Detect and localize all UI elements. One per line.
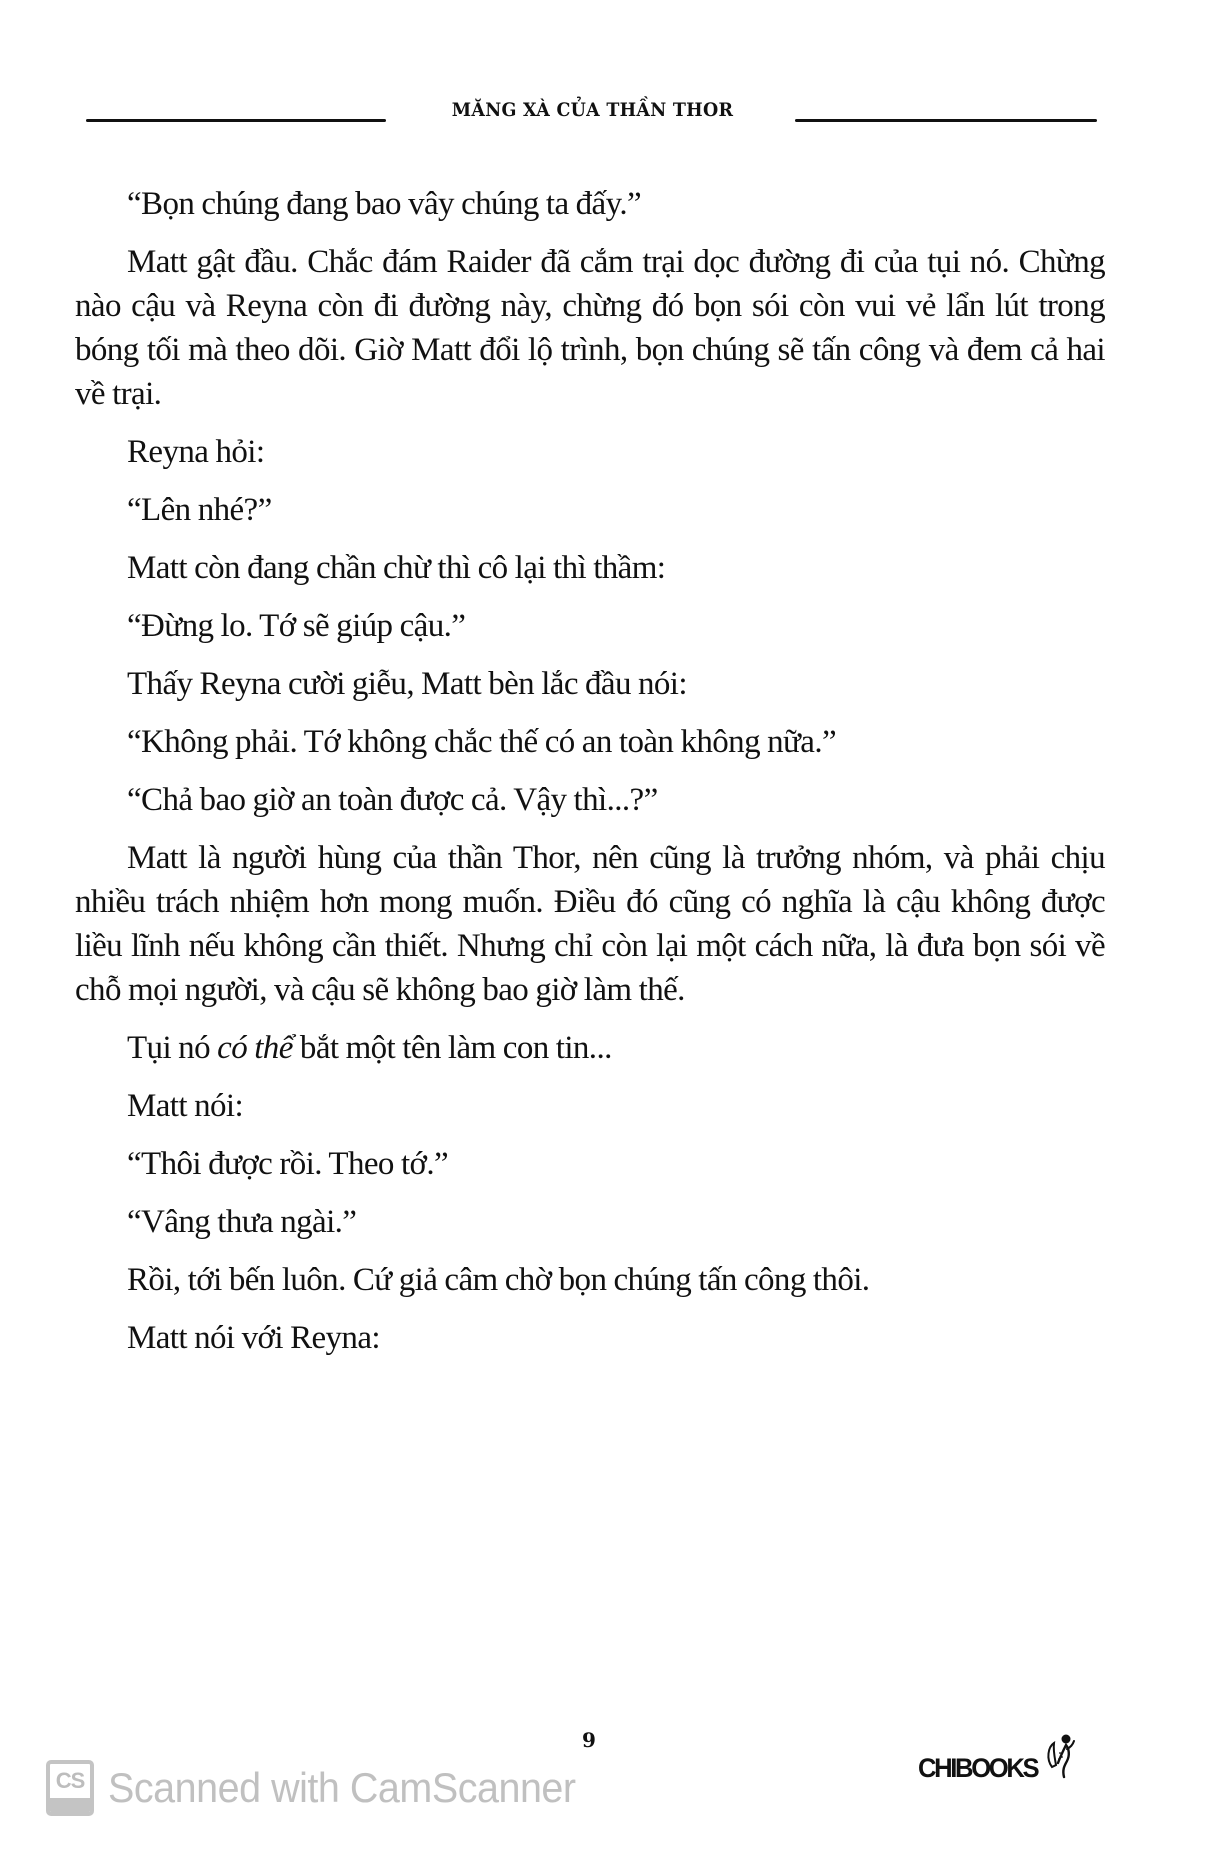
fairy-logo-icon — [1042, 1733, 1076, 1783]
publisher-name: CHIBOOKS — [918, 1753, 1038, 1783]
camscanner-watermark — [46, 1760, 605, 1816]
paragraph: “Đừng lo. Tớ sẽ giúp cậu.” — [127, 608, 466, 644]
paragraph: Thấy Reyna cười giễu, Matt bèn lắc đầu nói: — [127, 666, 687, 702]
paragraph: Matt còn đang chần chừ thì cô lại thì thầm: — [127, 550, 666, 586]
camscanner-badge-text: CS — [55, 1768, 85, 1793]
paragraph: Reyna hỏi: — [127, 434, 265, 470]
text-segment: bắt một tên làm con tin... — [292, 1030, 612, 1066]
paragraph: “Chả bao giờ an toàn được cả. Vậy thì...?” — [127, 782, 658, 818]
text-segment: Tụi nó — [127, 1030, 218, 1066]
header-rule-right — [795, 119, 1097, 122]
paragraph: Matt gật đầu. Chắc đám Raider đã cắm trại dọc đường đi của tụi nó. Chừng nào cậu và Reyna còn đi đường này, chừng đó bọn sói còn vui vẻ lẩn lút trong bóng tối mà theo dõi. Giờ Matt đổi lộ trình, bọn chúng sẽ tấn công và đem cả hai về trại. — [75, 244, 1105, 412]
running-head — [0, 97, 1216, 133]
paragraph: Matt nói: — [127, 1088, 244, 1124]
paragraph-with-emphasis — [75, 1026, 1105, 1070]
paragraph: “Vâng thưa ngài.” — [127, 1204, 357, 1240]
paragraph: Matt nói với Reyna: — [127, 1320, 380, 1356]
page-body — [75, 182, 1105, 1374]
emphasis-text: có thể — [217, 1030, 293, 1066]
paragraph: “Lên nhé?” — [127, 492, 272, 528]
publisher-logo — [918, 1733, 1076, 1783]
paragraph: Matt là người hùng của thần Thor, nên cũng là trưởng nhóm, và phải chịu nhiều trách nhiệm hơn mong muốn. Điều đó cũng có nghĩa là cậu không được liều lĩnh nếu không cần thiết. Nhưng chỉ còn lại một cách nữa, là đưa bọn sói về chỗ mọi người, và cậu sẽ không bao giờ làm thế. — [75, 840, 1105, 1008]
book-title: MĂNG XÀ CỦA THẦN THOR — [451, 99, 734, 121]
paragraph: Rồi, tới bến luôn. Cứ giả câm chờ bọn chúng tấn công thôi. — [127, 1262, 870, 1298]
paragraph: “Bọn chúng đang bao vây chúng ta đấy.” — [127, 186, 642, 222]
camscanner-badge-bar — [50, 1798, 90, 1812]
page-number: 9 — [582, 1728, 596, 1752]
camscanner-logo-icon — [46, 1760, 94, 1816]
paragraph: “Thôi được rồi. Theo tớ.” — [127, 1146, 449, 1182]
watermark-text: Scanned with CamScanner — [108, 1764, 576, 1811]
paragraph: “Không phải. Tớ không chắc thế có an toàn không nữa.” — [127, 724, 837, 760]
header-rule-left — [86, 119, 386, 122]
